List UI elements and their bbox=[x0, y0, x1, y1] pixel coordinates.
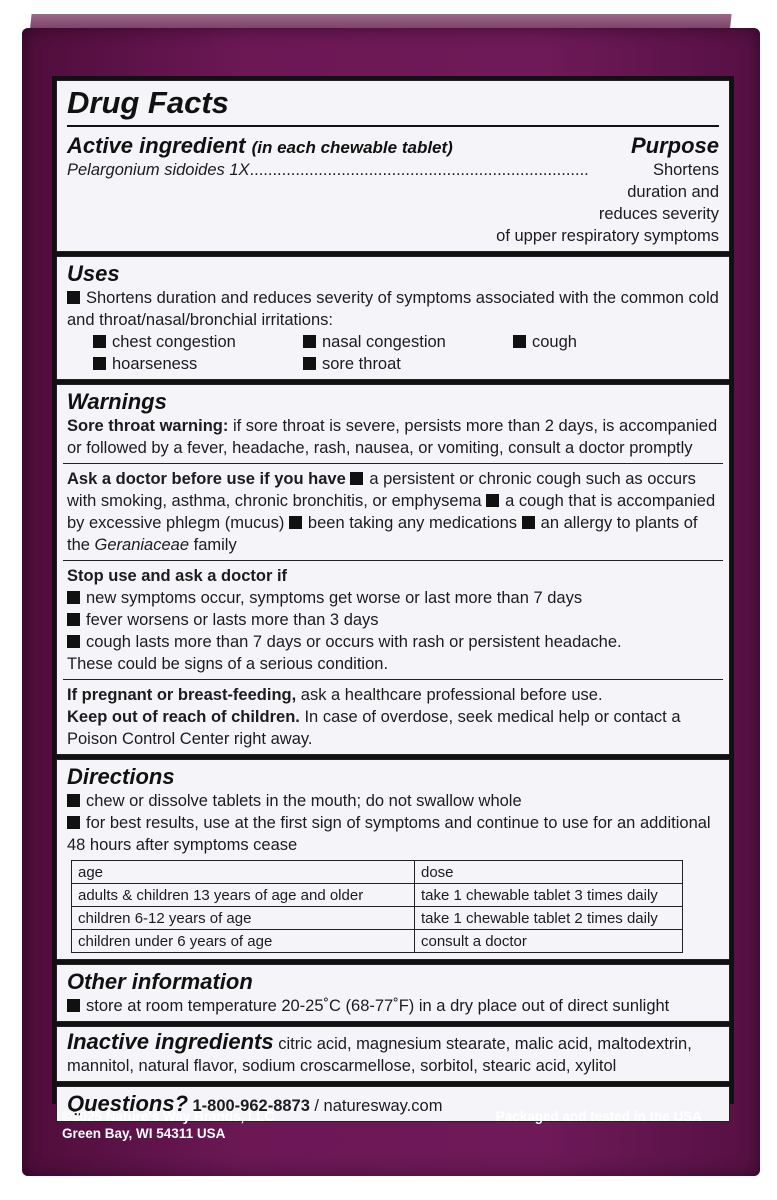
bullet-square-icon bbox=[67, 794, 80, 807]
table-cell: adults & children 13 years of age and older bbox=[72, 884, 415, 907]
bullet-square-icon bbox=[303, 335, 316, 348]
stop-use-text: cough lasts more than 7 days or occurs with rash or persistent headache. bbox=[86, 633, 622, 651]
table-cell: take 1 chewable tablet 2 times daily bbox=[415, 907, 683, 930]
uses-section bbox=[56, 256, 730, 380]
table-cell: children under 6 years of age bbox=[72, 930, 415, 953]
active-ingredient-row bbox=[67, 159, 719, 225]
bullet-square-icon bbox=[67, 635, 80, 648]
table-row bbox=[72, 930, 683, 953]
uses-item-label: chest congestion bbox=[112, 333, 236, 351]
bullet-square-icon bbox=[289, 516, 302, 529]
warnings-heading: Warnings bbox=[67, 389, 167, 414]
uses-item bbox=[93, 353, 303, 375]
other-information-item bbox=[67, 995, 719, 1017]
other-information-heading: Other information bbox=[67, 969, 253, 994]
bullet-square-icon bbox=[67, 816, 80, 829]
drug-facts-panel bbox=[52, 76, 734, 1116]
uses-heading: Uses bbox=[67, 261, 120, 286]
uses-item-label: cough bbox=[532, 333, 577, 351]
ingredient-name: Pelargonium sidoides 1X bbox=[67, 161, 250, 179]
active-heading-text: Active ingredient bbox=[67, 133, 246, 158]
bullet-square-icon bbox=[303, 357, 316, 370]
table-row bbox=[72, 861, 683, 884]
active-heading-paren: (in each chewable tablet) bbox=[251, 138, 453, 157]
drug-facts-title: Drug Facts bbox=[67, 85, 719, 127]
other-information-text: store at room temperature 20-25˚C (68-77˚F) in a dry place out of direct sunlight bbox=[86, 997, 670, 1015]
directions-heading: Directions bbox=[67, 764, 175, 789]
bullet-square-icon bbox=[350, 472, 363, 485]
inactive-ingredients-text: citric acid, magnesium stearate, malic acid, maltodextrin, mannitol, natural flavor, sodium croscarmellose, sorbitol, stearic acid, xylitol bbox=[67, 1035, 692, 1075]
table-header-age: age bbox=[72, 861, 415, 884]
sore-throat-label: Sore throat warning: bbox=[67, 417, 229, 435]
bullet-square-icon bbox=[67, 291, 80, 304]
bullet-square-icon bbox=[513, 335, 526, 348]
bullet-square-icon bbox=[67, 613, 80, 626]
bullet-square-icon bbox=[93, 357, 106, 370]
stop-use-item bbox=[67, 631, 719, 653]
ask-doctor-item-end: family bbox=[193, 536, 237, 554]
purpose-line-2: of upper respiratory symptoms bbox=[496, 227, 719, 245]
stop-use-label: Stop use and ask a doctor if bbox=[67, 567, 288, 585]
table-cell: children 6-12 years of age bbox=[72, 907, 415, 930]
table-header-dose: dose bbox=[415, 861, 683, 884]
uses-item bbox=[303, 353, 513, 375]
table-row bbox=[72, 907, 683, 930]
directions-item bbox=[67, 812, 719, 856]
directions-text: for best results, use at the first sign of symptoms and continue to use for an additional 48 hours after symptoms cease bbox=[67, 814, 711, 854]
directions-text: chew or dissolve tablets in the mouth; do not swallow whole bbox=[86, 792, 522, 810]
ask-doctor-item: an allergy to plants of the bbox=[67, 514, 698, 554]
uses-item-label: sore throat bbox=[322, 355, 401, 373]
plant-family-name: Geraniaceae bbox=[94, 536, 190, 554]
bullet-square-icon bbox=[67, 999, 80, 1012]
directions-section bbox=[56, 759, 730, 960]
uses-item bbox=[513, 331, 693, 353]
uses-item bbox=[303, 331, 513, 353]
package-footer bbox=[62, 1108, 702, 1142]
ask-doctor-item: a cough that is accompanied by excessive phlegm (mucus) bbox=[67, 492, 716, 532]
stop-use-text: fever worsens or lasts more than 3 days bbox=[86, 611, 379, 629]
keep-out-text: In case of overdose, seek medical help or contact a Poison Control Center right away. bbox=[67, 708, 681, 748]
uses-text-body: Shortens duration and reduces severity of symptoms associated with the common cold and throat/nasal/bronchial irritations: bbox=[67, 289, 719, 329]
directions-item bbox=[67, 790, 719, 812]
other-information-section bbox=[56, 964, 730, 1022]
stop-use-block bbox=[63, 560, 723, 675]
questions-heading: Questions? bbox=[67, 1091, 189, 1116]
uses-item bbox=[93, 331, 303, 353]
sore-throat-text: if sore throat is severe, persists more than 2 days, is accompanied or followed by a fever, headache, rash, nausea, or vomiting, consult a doctor promptly bbox=[67, 417, 718, 457]
ask-doctor-item: a persistent or chronic cough such as occurs with smoking, asthma, chronic bronchitis, or emphysema bbox=[67, 470, 696, 510]
active-ingredient-section bbox=[56, 80, 730, 252]
website: / naturesway.com bbox=[314, 1097, 443, 1115]
dosage-table bbox=[71, 860, 683, 953]
bullet-square-icon bbox=[93, 335, 106, 348]
stop-use-item bbox=[67, 587, 719, 609]
stop-use-note: These could be signs of a serious condition. bbox=[67, 655, 389, 673]
leader-dots: .......................................................................... bbox=[249, 161, 589, 179]
copyright-text: ©2025 Nature's Way Brands, LLC bbox=[62, 1109, 275, 1124]
warnings-section bbox=[56, 384, 730, 755]
pregnancy-text: ask a healthcare professional before use. bbox=[300, 686, 603, 704]
inactive-ingredients-section bbox=[56, 1026, 730, 1082]
stop-use-item bbox=[67, 609, 719, 631]
pregnancy-label: If pregnant or breast-feeding, bbox=[67, 686, 297, 704]
keep-out-label: Keep out of reach of children. bbox=[67, 708, 300, 726]
purpose-heading: Purpose bbox=[630, 133, 719, 158]
uses-item-label: nasal congestion bbox=[322, 333, 446, 351]
bullet-square-icon bbox=[67, 591, 80, 604]
active-ingredient-heading bbox=[67, 133, 453, 159]
uses-list bbox=[67, 331, 719, 375]
table-cell: consult a doctor bbox=[415, 930, 683, 953]
bullet-square-icon bbox=[522, 516, 535, 529]
phone-number: 1-800-962-8873 bbox=[192, 1097, 310, 1115]
bullet-square-icon bbox=[486, 494, 499, 507]
inactive-ingredients-heading: Inactive ingredients bbox=[67, 1029, 274, 1054]
ask-doctor-block bbox=[63, 463, 723, 556]
ask-doctor-item: been taking any medications bbox=[307, 514, 518, 532]
packaged-text: Packaged and tested in the USA bbox=[495, 1109, 702, 1124]
uses-text bbox=[67, 287, 719, 331]
address-text: Green Bay, WI 54311 USA bbox=[62, 1126, 226, 1141]
pregnancy-block bbox=[63, 679, 723, 750]
uses-item-label: hoarseness bbox=[112, 355, 198, 373]
purpose-line-1: Shortens duration and reduces severity bbox=[598, 161, 719, 223]
table-cell: take 1 chewable tablet 3 times daily bbox=[415, 884, 683, 907]
table-row bbox=[72, 884, 683, 907]
ask-doctor-label: Ask a doctor before use if you have bbox=[67, 470, 346, 488]
stop-use-text: new symptoms occur, symptoms get worse or last more than 7 days bbox=[86, 589, 583, 607]
sore-throat-warning bbox=[67, 415, 719, 459]
